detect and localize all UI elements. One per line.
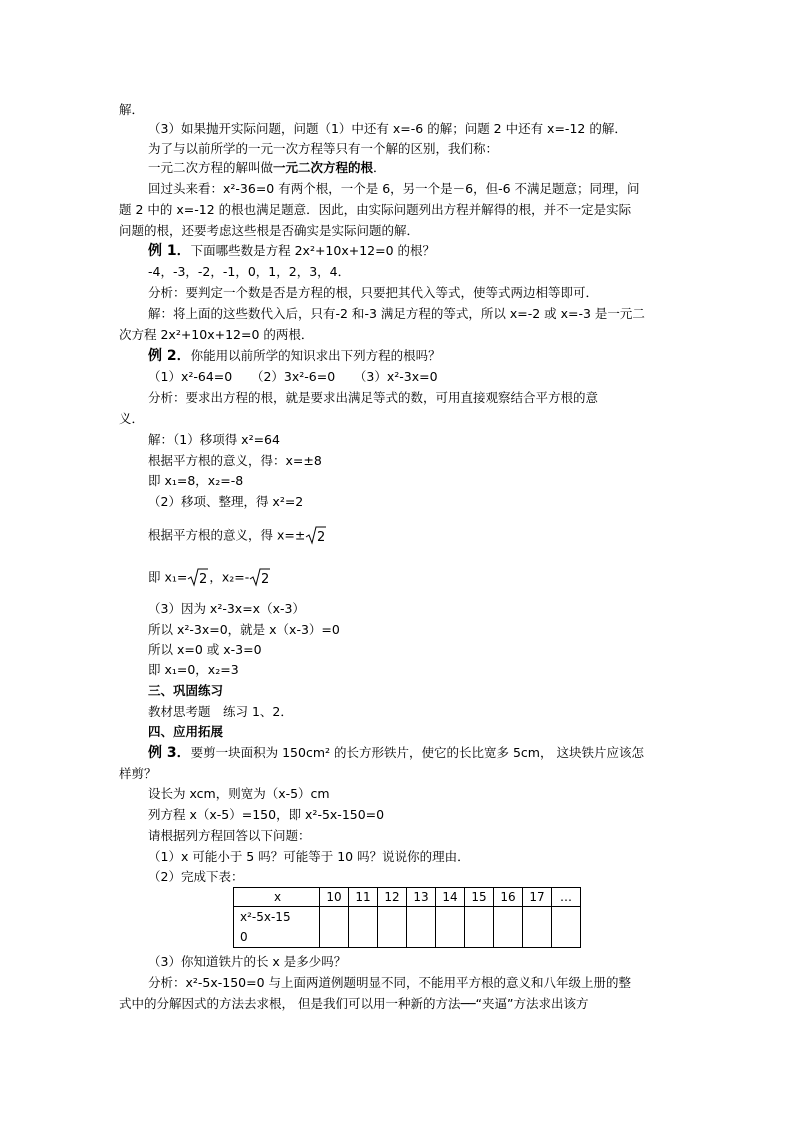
table-header-cell: … [552,888,581,907]
text-line: （1）x 可能小于 5 吗？可能等于 10 吗？说说你的理由． [148,849,470,864]
text-line: 为了与以前所学的一元一次方程等只有一个解的区别，我们称： [148,141,499,156]
text-line: 解． [119,102,145,117]
table-cell [552,907,581,948]
sqrt-expression [249,568,271,588]
radical-sign-icon [249,568,271,588]
definition-line [148,159,386,176]
text-line: （3）你知道铁片的长 x 是多少吗？ [148,954,347,969]
row-label-part: 0 [240,930,248,944]
text-span: ，x₂=- [209,569,250,585]
text-line: 分析：要求出方程的根，就是要求出满足等式的数，可用直接观察结合平方根的意 [148,390,599,405]
row-label-part: x²-5x-15 [240,910,291,924]
table-header-cell: 14 [436,888,465,907]
table-row [234,907,581,948]
table-header-cell: 10 [320,888,349,907]
example-label: 例 3． [148,745,191,761]
sqrt-line [148,526,327,546]
radicand: 2 [261,572,270,587]
table-cell [320,907,349,948]
text-line: 即 x₁=0，x₂=3 [148,662,239,677]
text-span: 根据平方根的意义，得 x=± [148,527,306,543]
text-line: 教材思考题 练习 1、2． [148,704,293,719]
example-heading [148,744,644,762]
text-span: 下面哪些数是方程 2x²+10x+12=0 的根？ [190,243,436,258]
text-span: 即 x₁= [148,569,188,585]
text-line: 列方程 x（x-5）=150，即 x²-5x-150=0 [148,807,385,822]
text-line: 题 2 中的 x=-12 的根也满足题意．因此，由实际问题列出方程并解得的根，并不一定是实际 [119,202,632,217]
table-cell [436,907,465,948]
text-line: 即 x₁=8，x₂=-8 [148,473,244,488]
text-line: 解：将上面的这些数代入后，只有-2 和-3 满足方程的等式，所以 x=-2 或 x=-3 是一元二 [148,306,645,321]
text-line: 所以 x²-3x=0，就是 x（x-3）=0 [148,622,340,637]
sqrt-expression [305,526,327,546]
text-line: 回过头来看：x²-36=0 有两个根，一个是 6，另一个是－6，但-6 不满足题意；同理，问 [148,181,640,196]
table-cell [523,907,552,948]
table-header-cell: x [234,888,320,907]
example-heading [148,242,435,260]
table-cell [465,907,494,948]
text-line: 请根据列方程回答以下问题： [148,828,311,843]
text-line: 解：（1）移项得 x²=64 [148,432,280,447]
sqrt-expression [187,568,209,588]
text-line: 根据平方根的意义，得：x=±8 [148,453,322,468]
text-line: （3）因为 x²-3x=x（x-3） [148,601,305,616]
table-header-cell: 12 [378,888,407,907]
text-line: 样剪？ [119,766,157,781]
text-line: 问题的根，还要考虑这些根是否确实是实际问题的解． [119,223,420,238]
table-header-cell: 16 [494,888,523,907]
table-cell [407,907,436,948]
values-table [233,887,581,948]
example-heading [148,347,441,365]
section-heading: 三、巩固练习 [148,683,224,698]
text-line: （2）移项、整理，得 x²=2 [148,494,304,509]
text-span: 一元二次方程的解叫做 [148,160,274,175]
table-header-cell: 11 [349,888,378,907]
text-line: 分析：要判定一个数是否是方程的根，只要把其代入等式，使等式两边相等即可． [148,285,599,300]
sqrt-line [148,568,271,588]
text-line: （3）如果抛开实际问题，问题（1）中还有 x=-6 的解；问题 2 中还有 x=-12 的解． [148,121,627,136]
table-cell [378,907,407,948]
example-label: 例 1． [148,243,191,259]
table-header-cell: 17 [523,888,552,907]
radicand: 2 [317,530,326,545]
radicand: 2 [199,572,208,587]
text-span: ． [373,160,386,175]
text-line: 义． [119,411,145,426]
table-cell [494,907,523,948]
definition-term: 一元二次方程的根 [273,160,374,175]
text-line: 所以 x=0 或 x-3=0 [148,642,262,657]
text-line: 设长为 xcm，则宽为（x-5）cm [148,786,330,801]
table-row [234,888,581,907]
table-header-cell: 15 [465,888,494,907]
text-line: 次方程 2x²+10x+12=0 的两根． [119,327,314,342]
text-span: 你能用以前所学的知识求出下列方程的根吗？ [190,348,441,363]
table-header-cell: 13 [407,888,436,907]
table-row-label [234,907,320,948]
text-span: 要剪一块面积为 150cm² 的长方形铁片，使它的长比宽多 5cm， 这块铁片应该怎 [190,745,644,760]
radical-sign-icon [187,568,209,588]
radical-sign-icon [305,526,327,546]
section-heading: 四、应用拓展 [148,724,224,739]
text-line: （2）完成下表： [148,869,244,884]
text-line: 式中的分解因式的方法去求根， 但是我们可以用一种新的方法──“夹逼”方法求出该方 [119,996,589,1011]
table-cell [349,907,378,948]
example-label: 例 2． [148,348,191,364]
text-line: -4，-3，-2，-1，0，1，2，3，4． [148,264,351,279]
text-line: （1）x²-64=0 （2）3x²-6=0 （3）x²-3x=0 [148,369,438,384]
text-line: 分析：x²-5x-150=0 与上面两道例题明显不同，不能用平方根的意义和八年级上册的整 [148,975,632,990]
